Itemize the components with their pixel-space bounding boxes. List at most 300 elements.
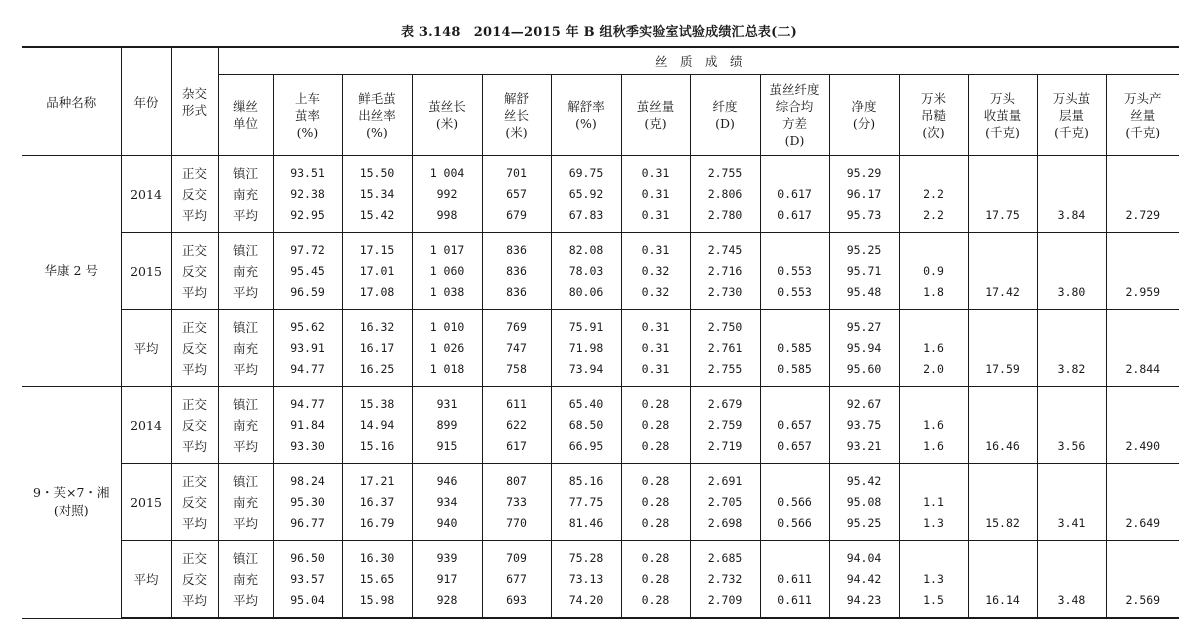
cell-value: 939 [436,550,458,565]
cross-value: 正交 [181,473,207,489]
header-line: 解舒 [503,90,529,106]
cell-value [761,548,829,569]
data-cell [621,387,690,464]
header-line: (D) [784,133,805,148]
cell-value: 679 [506,207,527,222]
data-cell [621,541,690,619]
column-header [760,75,829,156]
cross-cell [171,310,218,387]
cell-value: 3.82 [1057,361,1086,376]
cell-value: 836 [506,284,527,299]
data-cell [482,156,551,233]
data-cell [621,156,690,233]
cell-value [969,163,1037,184]
cell-value [1038,163,1106,184]
cell-value: 96.59 [290,284,325,299]
cell-value: 1.1 [923,494,944,509]
cell-value: 80.06 [568,284,604,299]
cell-value: 622 [506,417,527,432]
header-line: (米) [435,116,459,131]
results-table [22,46,1179,619]
data-cell [829,310,899,387]
cell-value: 940 [436,515,458,530]
data-cell [899,464,968,541]
cell-value [1038,492,1106,513]
cell-value: 16.30 [359,550,395,565]
cell-value: 93.91 [290,340,325,355]
cell-value: 15.16 [359,438,395,453]
header-line: 纤度 [712,99,738,114]
cell-value: 15.34 [359,186,395,201]
cell-value: 95.25 [846,515,882,530]
data-cell [551,541,621,619]
cell-value [969,338,1037,359]
cell-value [1107,163,1180,184]
header-line: 吊糙 [920,107,946,123]
cell-value [761,317,829,338]
cell-value: 998 [436,207,458,222]
header-line: 万米 [920,90,946,106]
cell-value: 2.719 [707,438,743,453]
cross-value: 正交 [181,165,207,181]
data-cell [1106,156,1179,233]
year-cell: 2014 [121,156,171,233]
cell-value: 0.28 [641,473,670,488]
cell-value: 3.56 [1057,438,1086,453]
cell-value: 81.46 [568,515,604,530]
header-line: (千克) [1054,124,1089,140]
header-cross [171,47,218,156]
data-cell [412,541,482,619]
cell-value: 0.28 [641,592,670,607]
cell-value: 1 060 [429,263,465,278]
data-cell [412,156,482,233]
cell-value: 693 [506,592,527,607]
header-line: 单位 [232,116,258,131]
header-line: (D) [715,116,735,131]
data-cell [482,541,551,619]
data-cell [760,156,829,233]
cross-cell [171,156,218,233]
cell-value [1038,240,1106,261]
header-line: 茧丝纤度 [769,82,820,97]
cell-value: 0.31 [641,165,670,180]
cell-value: 96.17 [846,186,882,201]
cell-value: 南充 [232,340,258,356]
cell-value: 1.3 [923,571,944,586]
data-cell [551,156,621,233]
cell-value: 96.77 [290,515,325,530]
data-cell [899,233,968,310]
cell-value: 2.691 [707,473,743,488]
cell-value [761,240,829,261]
data-cell [273,310,342,387]
header-line: 杂交 [181,85,207,101]
cell-value: 2.649 [1125,515,1161,530]
cell-value: 1.6 [923,340,944,355]
data-cell [968,387,1037,464]
cell-value: 平均 [232,361,258,377]
cell-value: 3.48 [1057,592,1086,607]
table-header [22,47,1179,156]
cell-value [761,471,829,492]
data-cell [218,310,273,387]
cell-value [969,184,1037,205]
cell-value: 68.50 [568,417,604,432]
data-cell [829,541,899,619]
cell-value: 17.15 [359,242,395,257]
data-cell [621,464,690,541]
column-header [551,75,621,156]
cell-value: 0.28 [641,571,670,586]
cell-value: 0.617 [777,186,812,201]
cell-value: 南充 [232,417,258,433]
column-header [690,75,760,156]
cell-value: 769 [506,319,527,334]
cell-value: 75.28 [568,550,604,565]
header-line: (次) [922,124,945,140]
cell-value: 95.71 [846,263,882,278]
cell-value: 0.31 [641,340,670,355]
cell-value: 1 038 [429,284,465,299]
cell-value: 镇江 [232,319,258,335]
cell-value: 2.844 [1125,361,1161,376]
cell-value: 16.32 [359,319,395,334]
cell-value: 2.730 [707,284,743,299]
cell-value: 747 [506,340,527,355]
cell-value: 95.29 [846,165,882,180]
data-cell [760,310,829,387]
cell-value: 15.98 [359,592,395,607]
cell-value: 95.73 [846,207,882,222]
header-line: 丝长 [503,107,529,123]
year-cell: 2014 [121,387,171,464]
data-cell [829,387,899,464]
data-cell [482,387,551,464]
cell-value: 1.8 [923,284,944,299]
table-row [22,310,1179,387]
cell-value: 0.585 [777,340,812,355]
cell-value: 73.13 [568,571,604,586]
cell-value: 95.25 [846,242,882,257]
data-cell [690,387,760,464]
cell-value: 2.705 [707,494,743,509]
header-line: 形式 [181,102,207,118]
cell-value: 66.95 [568,438,604,453]
data-cell [273,541,342,619]
cell-value: 0.28 [641,396,670,411]
cell-value: 1 017 [429,242,465,257]
cell-value: 0.28 [641,494,670,509]
cell-value: 2.569 [1125,592,1161,607]
cell-value: 617 [506,438,527,453]
cell-value: 0.32 [641,263,670,278]
cell-value: 836 [506,263,527,278]
cell-value: 69.75 [568,165,604,180]
cell-value: 16.79 [359,515,395,530]
header-line: 万头产 [1124,90,1162,106]
data-cell [412,387,482,464]
cell-value: 14.94 [359,417,395,432]
cell-value [900,163,968,184]
cell-value: 758 [506,361,527,376]
table-title: 表 3.148 2014—2015 年 B 组秋季实验室试验成绩汇总表(二) [400,25,798,40]
data-cell [342,310,412,387]
cell-value: 770 [506,515,527,530]
cell-value [969,492,1037,513]
cell-value: 15.65 [359,571,395,586]
data-cell [899,541,968,619]
data-cell [690,310,760,387]
data-cell [551,233,621,310]
data-cell [218,387,273,464]
cell-value: 1.6 [923,417,944,432]
cross-value: 平均 [181,515,207,531]
cell-value [1107,184,1180,205]
cell-value: 2.679 [707,396,743,411]
cross-value: 反交 [181,186,207,202]
cell-value [900,548,968,569]
cross-value: 正交 [181,396,207,412]
data-cell [551,310,621,387]
cell-value: 1.5 [923,592,944,607]
cell-value: 95.60 [846,361,882,376]
cell-value: 95.62 [290,319,325,334]
cross-value: 正交 [181,319,207,335]
cell-value: 73.94 [568,361,604,376]
cell-value: 镇江 [232,165,258,181]
cell-value: 67.83 [568,207,604,222]
cell-value: 836 [506,242,527,257]
cell-value: 镇江 [232,550,258,566]
cell-value: 1 004 [429,165,465,180]
table-row [22,233,1179,310]
cell-value: 16.46 [985,438,1020,453]
cell-value: 75.91 [568,319,604,334]
data-cell [899,310,968,387]
cell-value: 2.755 [707,165,743,180]
cell-value: 2.685 [707,550,743,565]
header-line: 层量 [1058,107,1084,123]
cell-value [1107,240,1180,261]
table-row [22,541,1179,619]
cell-value: 611 [506,396,527,411]
cell-value: 平均 [232,207,258,223]
cross-value: 反交 [181,263,207,279]
cell-value: 0.28 [641,515,670,530]
cross-value: 平均 [181,361,207,377]
cell-value [1107,471,1180,492]
cell-value: 平均 [232,515,258,531]
column-header [273,75,342,156]
header-line: 鲜毛茧 [358,90,396,106]
cell-value: 17.21 [359,473,395,488]
cell-value: 17.08 [359,284,395,299]
header-line: (千克) [985,124,1020,140]
cell-value: 南充 [232,186,258,202]
header-line: (%) [296,124,319,140]
data-cell [621,310,690,387]
cell-value [1038,415,1106,436]
cell-value: 16.17 [359,340,395,355]
cross-value: 反交 [181,494,207,510]
cross-value: 平均 [181,284,207,300]
cell-value: 15.82 [985,515,1020,530]
data-cell [273,156,342,233]
cell-value: 93.75 [846,417,882,432]
cell-value [969,569,1037,590]
cell-value: 98.24 [290,473,325,488]
cross-cell [171,464,218,541]
cell-value: 95.08 [846,494,882,509]
cell-value: 2.750 [707,319,743,334]
data-cell [968,233,1037,310]
cell-value: 镇江 [232,396,258,412]
cell-value [900,240,968,261]
cell-value: 1.3 [923,515,944,530]
data-cell [218,541,273,619]
cell-value: 992 [436,186,458,201]
header-line: 综合均 [775,99,814,114]
cell-value: 2.732 [707,571,743,586]
year-cell: 平均 [121,541,171,619]
cell-value [900,394,968,415]
cell-value: 0.31 [641,361,670,376]
header-line: (克) [644,116,667,131]
cell-value: 0.9 [923,263,944,278]
cell-value: 65.92 [568,186,604,201]
column-header [482,75,551,156]
cell-value: 0.28 [641,438,670,453]
year-cell: 2015 [121,233,171,310]
cell-value: 0.585 [777,361,812,376]
header-group: 丝 质 成 绩 [218,47,1179,75]
cell-value: 95.04 [290,592,325,607]
cell-value: 16.37 [359,494,395,509]
cell-value: 95.30 [290,494,325,509]
year-cell: 2015 [121,464,171,541]
cell-value: 92.38 [290,186,325,201]
data-cell [482,464,551,541]
cell-value [1038,569,1106,590]
cell-value: 0.611 [777,592,812,607]
cell-value: 17.75 [985,207,1020,222]
cell-value: 2.2 [923,207,944,222]
cell-value [1107,569,1180,590]
header-line: 万头 [989,90,1015,106]
header-line: 茧丝长 [428,99,466,114]
cell-value: 16.25 [359,361,395,376]
cell-value: 2.490 [1125,438,1161,453]
cell-value [969,261,1037,282]
cell-value: 17.01 [359,263,395,278]
cell-value: 平均 [232,284,258,300]
column-header [1037,75,1106,156]
column-header [621,75,690,156]
cell-value: 77.75 [568,494,604,509]
cell-value [969,317,1037,338]
cross-value: 平均 [181,592,207,608]
cross-value: 正交 [181,550,207,566]
data-cell [829,156,899,233]
cell-value: 94.23 [846,592,882,607]
cell-value [1107,394,1180,415]
data-cell [690,541,760,619]
cell-value: 0.617 [777,207,812,222]
column-header [412,75,482,156]
cell-value: 2.806 [707,186,743,201]
cell-value [1107,548,1180,569]
header-line: 上车 [294,90,320,106]
data-cell [1037,233,1106,310]
data-cell [273,387,342,464]
cell-value: 平均 [232,438,258,454]
cross-value: 反交 [181,340,207,356]
cell-value [1107,492,1180,513]
cell-value: 95.48 [846,284,882,299]
cell-value: 94.04 [846,550,882,565]
cell-value: 2.2 [923,186,944,201]
column-header [968,75,1037,156]
data-cell [1106,541,1179,619]
data-cell [968,156,1037,233]
variety-name-line: (对照) [53,503,89,519]
data-cell [760,541,829,619]
cell-value [1038,394,1106,415]
header-line: 缫丝 [232,99,258,114]
cell-value: 899 [436,417,458,432]
cell-value: 0.566 [777,515,812,530]
column-header [1106,75,1179,156]
column-header [829,75,899,156]
header-line: (%) [575,116,597,131]
cell-value: 2.698 [707,515,743,530]
cell-value: 镇江 [232,242,258,258]
cell-value: 677 [506,571,527,586]
cell-value: 0.657 [777,438,812,453]
cross-value: 正交 [181,242,207,258]
cell-value: 2.745 [707,242,743,257]
data-cell [760,464,829,541]
variety-name-line: 华康 2 号 [44,263,98,278]
cell-value: 94.77 [290,396,325,411]
cell-value: 701 [506,165,527,180]
cell-value: 78.03 [568,263,604,278]
cell-value: 709 [506,550,527,565]
column-header [218,75,273,156]
data-cell [690,233,760,310]
data-cell [1106,464,1179,541]
cell-value: 15.38 [359,396,395,411]
cell-value: 917 [436,571,458,586]
data-cell [1037,541,1106,619]
header-line: 净度 [851,99,877,114]
cell-value: 0.31 [641,319,670,334]
data-cell [482,310,551,387]
cell-value: 74.20 [568,592,604,607]
cell-value: 南充 [232,571,258,587]
table-row [22,387,1179,464]
cell-value: 1 018 [429,361,465,376]
data-cell [551,387,621,464]
cell-value: 0.657 [777,417,812,432]
cell-value: 3.84 [1057,207,1086,222]
cross-value: 平均 [181,438,207,454]
cell-value [761,394,829,415]
cell-value: 15.50 [359,165,395,180]
cell-value: 65.40 [568,396,604,411]
cell-value: 95.45 [290,263,325,278]
